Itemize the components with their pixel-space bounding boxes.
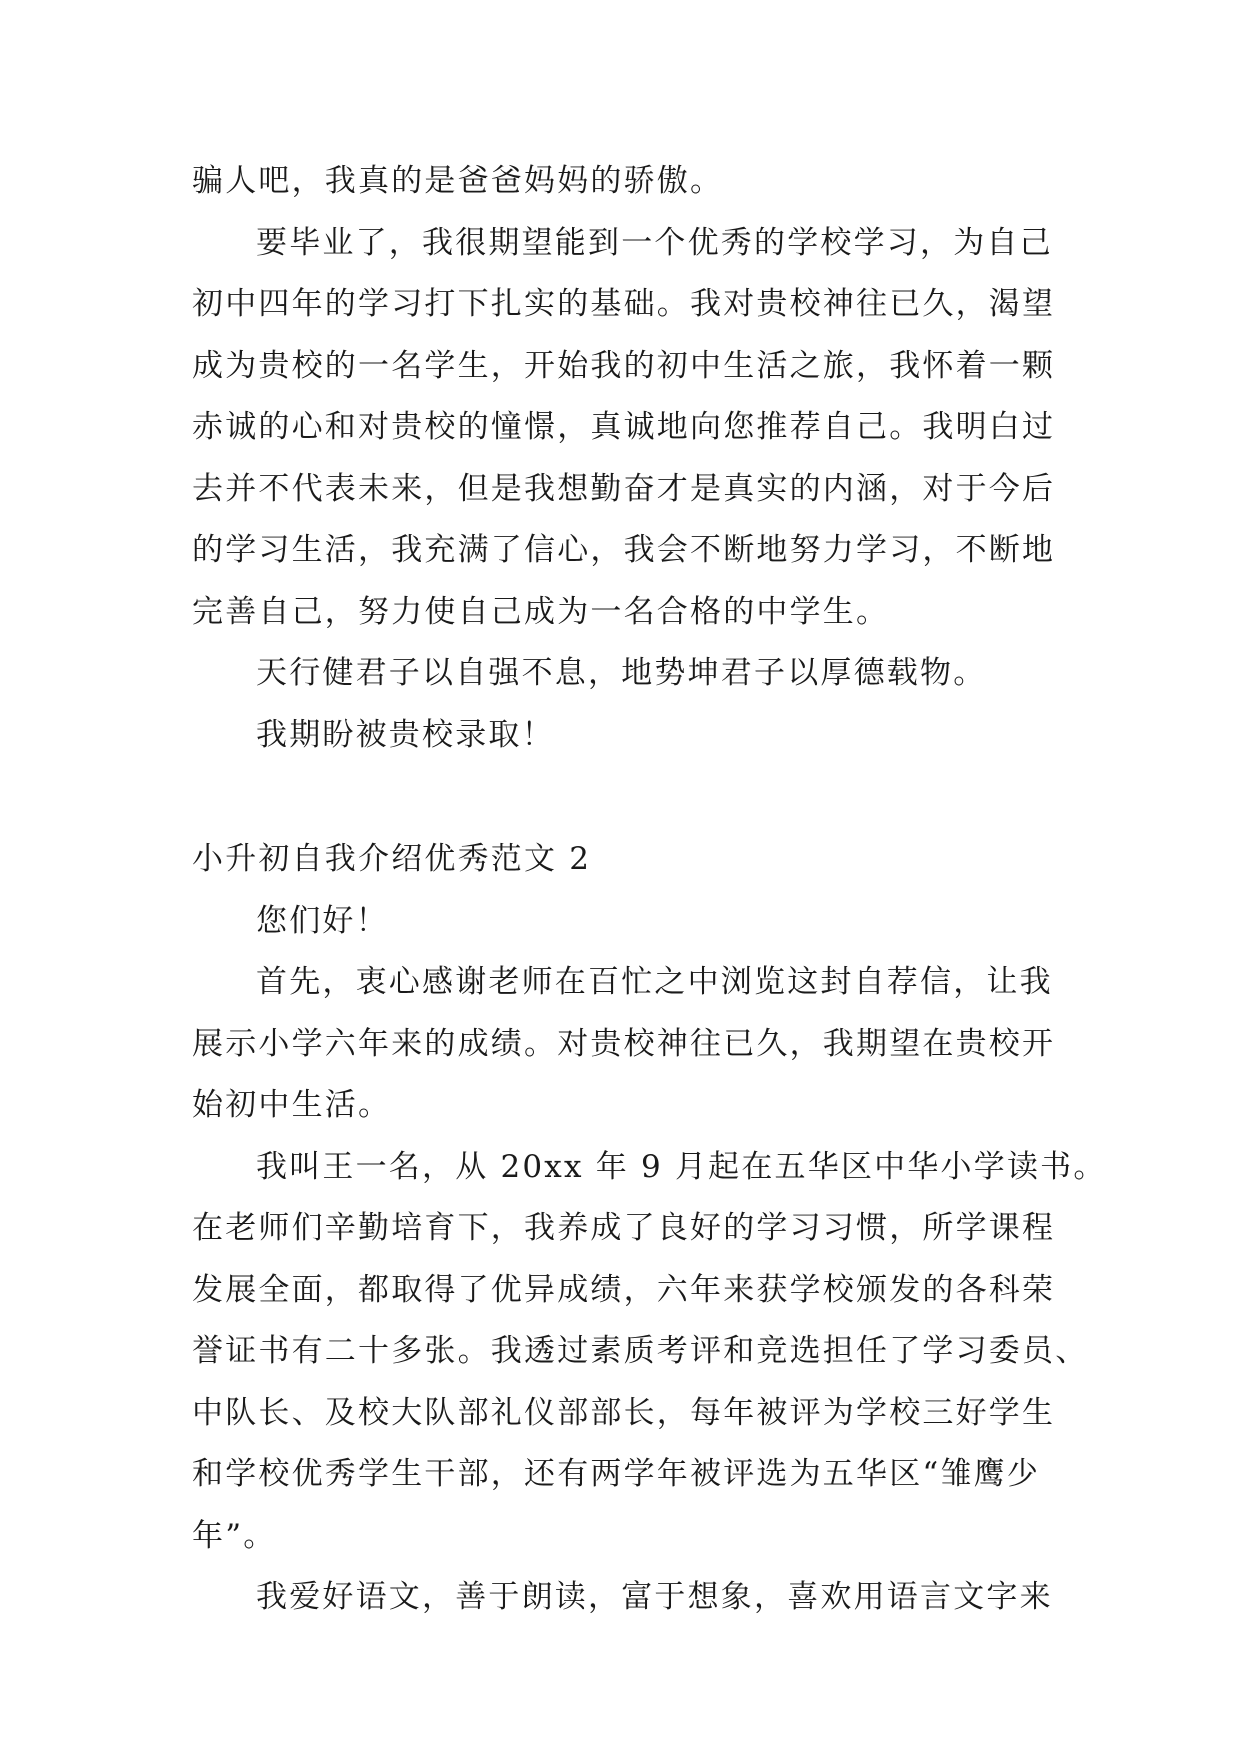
paragraph-line: 和学校优秀学生干部，还有两学年被评选为五华区“雏鹰少: [192, 1456, 1041, 1492]
paragraph-line: 完善自己，努力使自己成为一名合格的中学生。: [192, 593, 890, 630]
paragraph-line: 发展全面，都取得了优异成绩，六年来获学校颁发的各科荣: [192, 1271, 1056, 1308]
paragraph-line: 我叫王一名，从 20xx 年 9 月起在五华区中华小学读书。: [256, 1148, 1107, 1185]
document-body: [192, 151, 1107, 1629]
paragraph-line: 初中四年的学习打下扎实的基础。我对贵校神往已久，渴望: [192, 286, 1056, 322]
paragraph-line: 始初中生活。: [192, 1087, 392, 1123]
paragraph-line: 骗人吧，我真的是爸爸妈妈的骄傲。: [192, 163, 724, 199]
section-heading: 小升初自我介绍优秀范文 2: [192, 841, 592, 877]
paragraph-line: 誉证书有二十多张。我透过素质考评和竞选担任了学习委员、: [192, 1333, 1089, 1369]
paragraph-line: 去并不代表未来，但是我想勤奋才是真实的内涵，对于今后: [192, 470, 1056, 507]
paragraph-line: 赤诚的心和对贵校的憧憬，真诚地向您推荐自己。我明白过: [192, 409, 1056, 445]
paragraph-line: 首先，衷心感谢老师在百忙之中浏览这封自荐信，让我: [256, 964, 1053, 1000]
paragraph-line: 展示小学六年来的成绩。对贵校神往已久，我期望在贵校开: [192, 1025, 1056, 1062]
paragraph-line: 天行健君子以自强不息，地势坤君子以厚德载物。: [256, 655, 987, 691]
paragraph-line: 在老师们辛勤培育下，我养成了良好的学习习惯，所学课程: [192, 1210, 1056, 1246]
paragraph-line: 我爱好语文，善于朗读，富于想象，喜欢用语言文字来: [256, 1579, 1053, 1615]
paragraph-line: 我期盼被贵校录取！: [256, 716, 555, 753]
paragraph-line: 要毕业了，我很期望能到一个优秀的学校学习，为自己: [256, 224, 1053, 261]
paragraph-line: 的学习生活，我充满了信心，我会不断地努力学习，不断地: [192, 532, 1056, 568]
paragraph-line: 成为贵校的一名学生，开始我的初中生活之旅，我怀着一颗: [192, 347, 1056, 384]
greeting-line: 您们好！: [256, 902, 389, 939]
section-gap: [192, 766, 1072, 829]
paragraph-line: 年”。: [192, 1517, 277, 1554]
paragraph-line: 中队长、及校大队部礼仪部部长，每年被评为学校三好学生: [192, 1394, 1056, 1431]
